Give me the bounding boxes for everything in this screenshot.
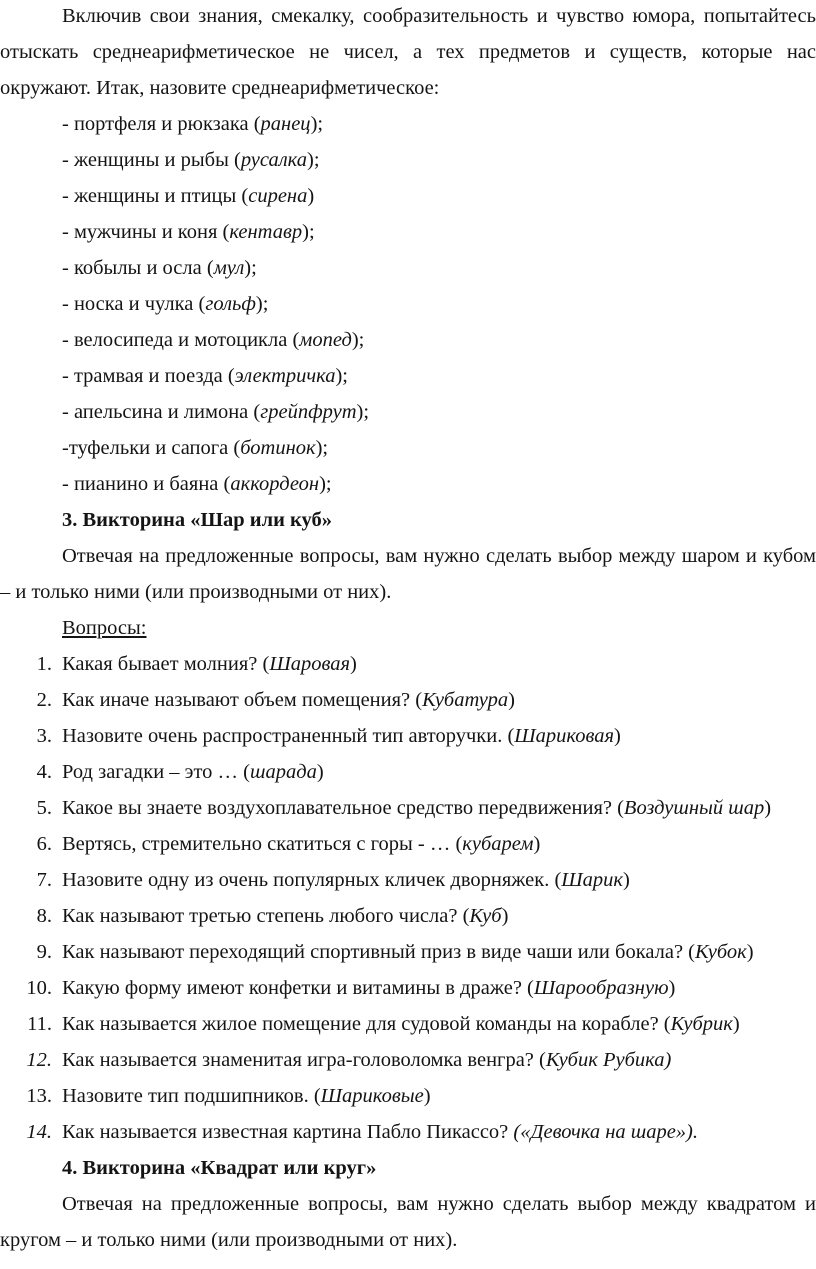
pair-item: - трамвая и поезда (электричка);	[62, 365, 349, 387]
question-item: 8. Как называют третью степень любого числа? (Куб)	[36, 905, 509, 927]
quiz4-desc-line-1: Отвечая на предложенные вопросы, вам нужно сделать выбор между квадратом и	[62, 1193, 816, 1215]
pair-item: - женщины и рыбы (русалка);	[62, 149, 320, 171]
question-item: 13. Назовите тип подшипников. (Шариковые)	[26, 1085, 431, 1107]
pair-item: - носка и чулка (гольф);	[62, 293, 269, 315]
quiz3-desc-line-1: Отвечая на предложенные вопросы, вам нужно сделать выбор между шаром и кубом	[62, 545, 816, 567]
pair-item: - велосипеда и мотоцикла (мопед);	[62, 329, 365, 351]
pair-item: - мужчины и коня (кентавр);	[62, 221, 315, 243]
question-item: 5. Какое вы знаете воздухоплавательное средство передвижения? (Воздушный шар)	[36, 797, 772, 819]
quiz3-heading: 3. Викторина «Шар или куб»	[62, 509, 333, 531]
pair-item: - апельсина и лимона (грейпфрут);	[62, 401, 370, 423]
question-item: 14. Как называется известная картина Пабло Пикассо? («Девочка на шаре»).	[26, 1121, 699, 1143]
question-item: 9. Как называют переходящий спортивный приз в виде чаши или бокала? (Кубок)	[36, 941, 754, 963]
pair-item: - кобылы и осла (мул);	[62, 257, 257, 279]
pair-item: -туфельки и сапога (ботинок);	[62, 437, 329, 459]
question-item: 11. Как называется жилое помещение для судовой команды на корабле? (Кубрик)	[27, 1013, 740, 1035]
question-item: 7. Назовите одну из очень популярных кличек дворняжек. (Шарик)	[36, 869, 630, 891]
question-item: 6. Вертясь, стремительно скатиться с горы - … (кубарем)	[36, 833, 541, 855]
quiz3-desc-line-2: – и только ними (или производными от них).	[0, 581, 392, 603]
quiz4-heading: 4. Викторина «Квадрат или круг»	[62, 1157, 377, 1179]
intro-line-1: Включив свои знания, смекалку, сообразительность и чувство юмора, попытайтесь	[62, 5, 816, 27]
question-item: 4. Род загадки – это … (шарада)	[36, 761, 324, 783]
pair-item: - портфеля и рюкзака (ранец);	[62, 113, 324, 135]
question-item: 3. Назовите очень распространенный тип авторучки. (Шариковая)	[36, 725, 621, 747]
question-item: 10. Какую форму имеют конфетки и витамины в драже? (Шарообразную)	[26, 977, 676, 999]
questions-label: Вопросы:	[62, 617, 147, 639]
pair-item: - женщины и птицы (сирена)	[62, 185, 315, 207]
intro-line-2: отыскать среднеарифметическое не чисел, а тех предметов и существ, которые нас	[0, 41, 816, 63]
question-item: 1. Какая бывает молния? (Шаровая)	[36, 653, 357, 675]
pair-item: - пианино и баяна (аккордеон);	[62, 473, 332, 495]
quiz4-desc-line-2: кругом – и только ними (или производными от них).	[0, 1229, 458, 1251]
question-item: 12. Как называется знаменитая игра-головоломка венгра? (Кубик Рубика)	[26, 1049, 672, 1071]
intro-line-3: окружают. Итак, назовите среднеарифметическое:	[0, 77, 440, 99]
question-item: 2. Как иначе называют объем помещения? (Кубатура)	[36, 689, 515, 711]
